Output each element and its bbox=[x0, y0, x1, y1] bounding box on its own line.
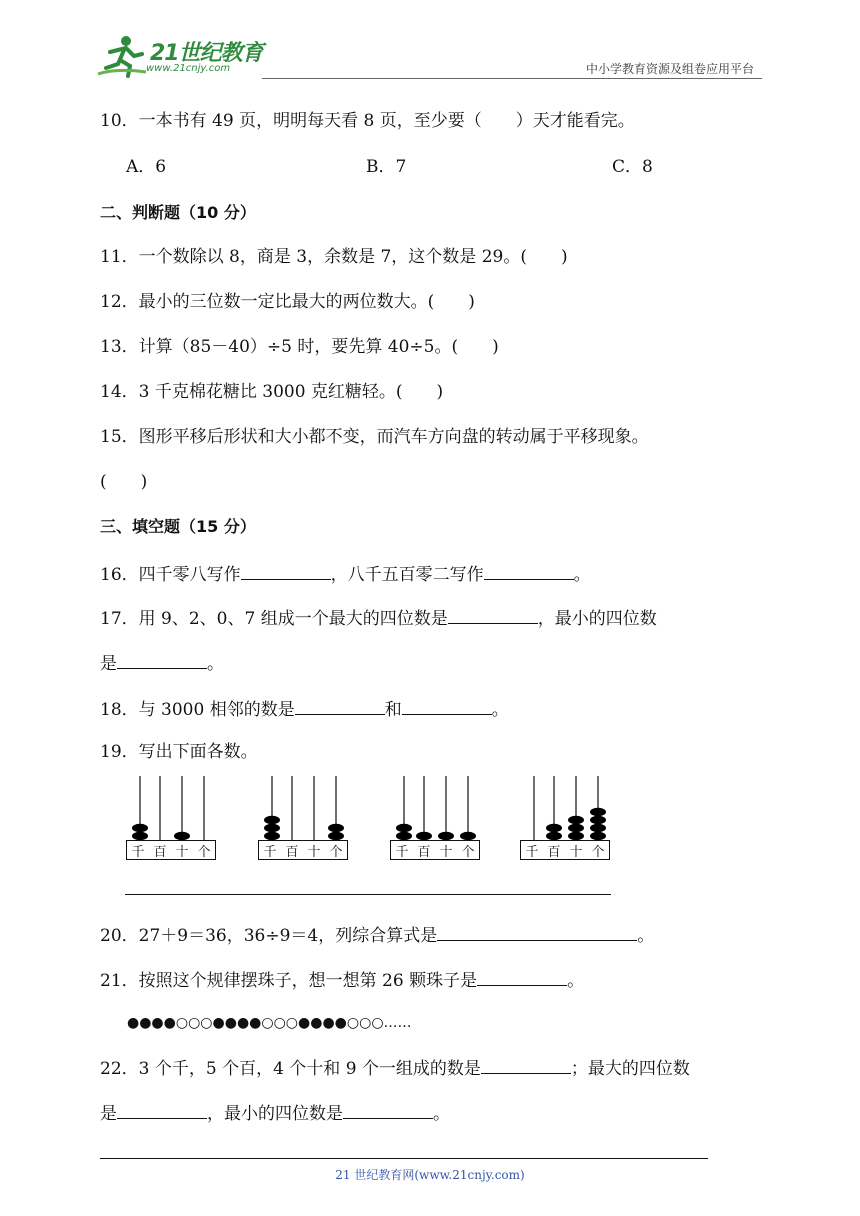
abacus-bead bbox=[174, 832, 190, 840]
abacus-bead bbox=[396, 832, 412, 840]
abacus-bead bbox=[438, 832, 454, 840]
q16-text-c: 。 bbox=[573, 565, 591, 585]
q18-blank-2[interactable] bbox=[402, 696, 492, 715]
q10-option-b[interactable]: B．7 bbox=[366, 157, 407, 177]
question-17-cont bbox=[100, 650, 224, 676]
place-label: 千 bbox=[131, 844, 145, 860]
place-label: 百 bbox=[153, 844, 167, 860]
place-label: 千 bbox=[395, 844, 409, 860]
question-10: 10．一本书有 49 页，明明每天看 8 页，至少要（ ）天才能看完。 bbox=[100, 111, 635, 131]
abacus-3 bbox=[390, 774, 482, 864]
q20-text-b: 。 bbox=[637, 926, 655, 946]
place-label: 十 bbox=[439, 844, 453, 860]
page-header bbox=[96, 34, 762, 78]
q21-blank[interactable] bbox=[477, 967, 567, 986]
q22-text-e: 。 bbox=[433, 1104, 450, 1124]
abacus-bead bbox=[264, 824, 280, 832]
abacus-bead bbox=[568, 824, 584, 832]
place-label: 十 bbox=[569, 844, 583, 860]
question-13: 13．计算（85－40）÷5 时，要先算 40÷5。( ) bbox=[100, 337, 499, 357]
abacus-bead bbox=[568, 832, 584, 840]
abacus-place-labels bbox=[258, 840, 348, 860]
q22-blank-3[interactable] bbox=[343, 1100, 433, 1119]
question-14: 14．3 千克棉花糖比 3000 克红糖轻。( ) bbox=[100, 382, 444, 402]
section-2-title: 二、判断题（10 分） bbox=[100, 203, 256, 222]
place-label: 个 bbox=[197, 844, 211, 860]
question-11: 11．一个数除以 8，商是 3，余数是 7，这个数是 29。( ) bbox=[100, 247, 568, 267]
abacus-rods bbox=[390, 774, 482, 842]
abacus-bead bbox=[328, 824, 344, 832]
abacus-bead bbox=[460, 832, 476, 840]
q17-blank-2[interactable] bbox=[117, 650, 207, 669]
abacus-2 bbox=[258, 774, 350, 864]
place-label: 个 bbox=[461, 844, 475, 860]
question-22 bbox=[100, 1055, 690, 1081]
abacus-bead bbox=[264, 832, 280, 840]
logo-title: 21世纪教育 bbox=[150, 41, 263, 66]
q22-text-a: 22．3 个千，5 个百，4 个十和 9 个一组成的数是 bbox=[100, 1059, 481, 1079]
q21-text-b: 。 bbox=[567, 971, 585, 991]
place-label: 千 bbox=[525, 844, 539, 860]
logo-url: www.21cnjy.com bbox=[146, 63, 231, 74]
q10-option-a[interactable]: A．6 bbox=[126, 157, 167, 177]
abacus-bead bbox=[590, 816, 606, 824]
q16-text-b: ，八千五百零二写作 bbox=[330, 565, 484, 585]
question-15-answer[interactable]: ( ) bbox=[100, 472, 148, 492]
q22-text-b: ；最大的四位数 bbox=[570, 1059, 690, 1079]
q21-text-a: 21．按照这个规律摆珠子，想一想第 26 颗珠子是 bbox=[100, 971, 478, 991]
abacus-bead bbox=[132, 832, 148, 840]
abacus-bead bbox=[568, 816, 584, 824]
place-label: 百 bbox=[547, 844, 561, 860]
q18-text-c: 。 bbox=[491, 700, 509, 720]
q20-text-a: 20．27＋9＝36，36÷9＝4，列综合算式是 bbox=[100, 926, 438, 946]
section-3-title: 三、填空题（15 分） bbox=[100, 517, 256, 536]
q16-blank-1[interactable] bbox=[241, 561, 331, 580]
abacus-bead bbox=[546, 832, 562, 840]
question-12: 12．最小的三位数一定比最大的两位数大。( ) bbox=[100, 292, 475, 312]
q22-text-c: 是 bbox=[100, 1104, 117, 1124]
abacus-rods bbox=[258, 774, 350, 842]
abacus-place-labels bbox=[520, 840, 610, 860]
platform-name: 中小学教育资源及组卷应用平台 bbox=[585, 62, 754, 76]
q19-answer-line[interactable] bbox=[125, 894, 611, 895]
abacus-bead bbox=[546, 824, 562, 832]
bead-pattern: ●●●●○○○●●●●○○○●●●●○○○…… bbox=[127, 1015, 412, 1031]
question-22-cont bbox=[100, 1100, 450, 1126]
question-15: 15．图形平移后形状和大小都不变，而汽车方向盘的转动属于平移现象。 bbox=[100, 427, 649, 447]
question-17 bbox=[100, 605, 657, 631]
place-label: 个 bbox=[329, 844, 343, 860]
abacus-rods bbox=[126, 774, 218, 842]
runner-logo-icon bbox=[96, 34, 148, 78]
abacus-bead bbox=[396, 824, 412, 832]
q17-text-c: 是 bbox=[100, 654, 117, 674]
footer-link[interactable]: 21 世纪教育网(www.21cnjy.com) bbox=[335, 1168, 525, 1182]
abacus-bead bbox=[590, 832, 606, 840]
abacus-bead bbox=[132, 824, 148, 832]
q17-text-b: ，最小的四位数 bbox=[537, 609, 657, 629]
q22-text-d: ，最小的四位数是 bbox=[207, 1104, 343, 1124]
q16-text-a: 16．四千零八写作 bbox=[100, 565, 241, 585]
footer-divider bbox=[100, 1158, 708, 1159]
q17-text-a: 17．用 9、2、0、7 组成一个最大的四位数是 bbox=[100, 609, 448, 629]
q20-blank[interactable] bbox=[437, 922, 637, 941]
place-label: 千 bbox=[263, 844, 277, 860]
abacus-bead bbox=[590, 824, 606, 832]
place-label: 十 bbox=[307, 844, 321, 860]
abacus-4 bbox=[520, 774, 612, 864]
q18-text-b: 和 bbox=[384, 700, 402, 720]
site-logo[interactable] bbox=[96, 34, 266, 78]
question-19: 19．写出下面各数。 bbox=[100, 742, 258, 762]
q17-text-d: 。 bbox=[207, 654, 224, 674]
place-label: 百 bbox=[285, 844, 299, 860]
q18-text-a: 18．与 3000 相邻的数是 bbox=[100, 700, 295, 720]
question-20 bbox=[100, 922, 654, 948]
abacus-bead bbox=[328, 832, 344, 840]
abacus-bead bbox=[416, 832, 432, 840]
place-label: 十 bbox=[175, 844, 189, 860]
q10-option-c[interactable]: C．8 bbox=[612, 157, 653, 177]
question-18 bbox=[100, 696, 509, 722]
header-divider bbox=[262, 78, 762, 79]
q22-blank-2[interactable] bbox=[117, 1100, 207, 1119]
abacus-rods bbox=[520, 774, 612, 842]
question-21 bbox=[100, 967, 584, 993]
abacus-place-labels bbox=[126, 840, 216, 860]
abacus-bead bbox=[264, 816, 280, 824]
abacus-1 bbox=[126, 774, 218, 864]
place-label: 百 bbox=[417, 844, 431, 860]
abacus-bead bbox=[590, 808, 606, 816]
abacus-place-labels bbox=[390, 840, 480, 860]
q17-blank-1[interactable] bbox=[448, 605, 538, 624]
q22-blank-1[interactable] bbox=[481, 1055, 571, 1074]
place-label: 个 bbox=[591, 844, 605, 860]
q16-blank-2[interactable] bbox=[484, 561, 574, 580]
q18-blank-1[interactable] bbox=[295, 696, 385, 715]
question-16 bbox=[100, 561, 591, 587]
